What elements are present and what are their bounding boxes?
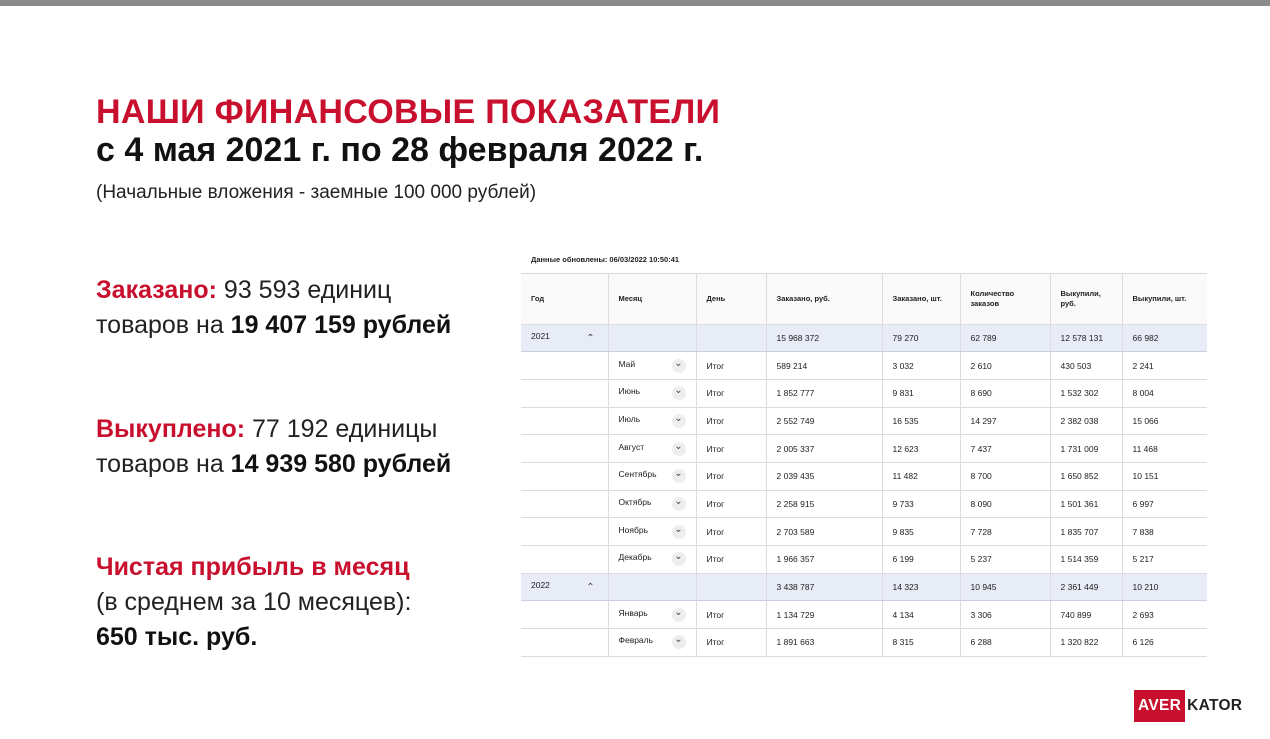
cell-buy-pcs [1122,435,1207,463]
cell-text: 9 831 [892,388,914,399]
month-row [521,407,1207,435]
cell-text: 2 361 449 [1060,582,1099,593]
month-row [521,352,1207,380]
month-row [521,490,1207,518]
cell-text: Итог [706,554,725,565]
cell-text: 1 731 009 [1060,443,1099,454]
column-header-year[interactable]: Год [521,274,608,324]
cell-month [608,352,696,380]
cell-year [521,462,608,490]
cell-day [696,407,766,435]
cell-text: 10 945 [970,582,997,593]
cell-month [608,462,696,490]
expand-chevron-icon[interactable] [672,386,686,400]
cell-day [696,324,766,352]
cell-month [608,490,696,518]
cell-text: 6 288 [970,637,992,648]
cell-text: 7 838 [1132,526,1154,537]
cell-orders [960,407,1050,435]
cell-buy-pcs [1122,352,1207,380]
cell-text: 2 039 435 [776,471,815,482]
cell-buy-pcs [1122,546,1207,574]
column-header-bought-pcs[interactable]: Выкупили, шт. [1122,274,1207,324]
cell-text: Итог [706,360,725,371]
cell-text: 1 650 852 [1060,471,1099,482]
cell-text: 1 514 359 [1060,554,1099,565]
expand-chevron-icon[interactable] [672,525,686,539]
cell-buy-rub [1050,407,1122,435]
cell-buy-rub [1050,324,1122,352]
profit-label: Чистая прибыль в месяц [96,553,410,581]
cell-buy-pcs [1122,407,1207,435]
profit-value: 650 тыс. руб. [96,623,258,651]
cell-text: 8 315 [892,637,914,648]
cell-orders [960,352,1050,380]
cell-month [608,601,696,629]
cell-text: Январь [618,607,648,618]
month-row [521,546,1207,574]
year-row [521,324,1207,352]
cell-text: 1 134 729 [776,609,815,620]
expand-chevron-icon[interactable] [672,414,686,428]
cell-text: 7 437 [970,443,992,454]
cell-text: 5 217 [1132,554,1154,565]
cell-month [608,379,696,407]
cell-year [521,324,608,352]
cell-text: 1 891 663 [776,637,815,648]
column-header-day[interactable]: День [696,274,766,324]
sales-table [521,274,1207,657]
expand-chevron-icon[interactable] [672,635,686,649]
cell-month [608,435,696,463]
expand-chevron-icon[interactable] [672,552,686,566]
data-updated-label: Данные обновлены: 06/03/2022 10:50:41 [531,255,680,264]
cell-orders [960,546,1050,574]
cell-orders [960,324,1050,352]
cell-text: Август [618,441,645,452]
cell-day [696,601,766,629]
table-header-row [521,274,1207,324]
cell-text: 589 214 [776,360,808,371]
cell-buy-rub [1050,601,1122,629]
cell-text: 2 693 [1132,609,1154,620]
expand-chevron-icon[interactable] [672,442,686,456]
cell-text: 16 535 [892,415,919,426]
cell-text: Июнь [618,386,641,397]
cell-text: 10 151 [1132,471,1159,482]
cell-text: 79 270 [892,332,919,343]
cell-orders [960,490,1050,518]
cell-buy-rub [1050,352,1122,380]
cell-ord-rub [766,379,882,407]
cell-month [608,546,696,574]
logo-text: KATOR [1187,697,1243,714]
logo-boxed-text: AVER [1134,690,1185,722]
cell-ord-pcs [882,435,960,463]
cell-buy-pcs [1122,379,1207,407]
column-header-orders-count[interactable]: Количество заказов [960,274,1050,324]
averkator-logo [1134,690,1242,722]
cell-ord-pcs [882,407,960,435]
expand-chevron-icon[interactable] [672,497,686,511]
cell-text: 2 382 038 [1060,415,1099,426]
cell-text: 430 503 [1060,360,1092,371]
cell-buy-pcs [1122,324,1207,352]
cell-text: 7 728 [970,526,992,537]
cell-buy-pcs [1122,573,1207,601]
cell-text: 12 623 [892,443,919,454]
cell-text: 8 090 [970,498,992,509]
page-title: НАШИ ФИНАНСОВЫЕ ПОКАЗАТЕЛИ [96,93,721,131]
cell-text: Сентябрь [618,469,657,480]
cell-buy-pcs [1122,629,1207,657]
cell-text: 2 703 589 [776,526,815,537]
cell-text: 14 323 [892,582,919,593]
expand-chevron-icon[interactable] [672,608,686,622]
sales-table-panel [521,243,1207,657]
cell-year [521,490,608,518]
month-row [521,518,1207,546]
cell-text: 15 968 372 [776,332,820,343]
cell-text: 4 134 [892,609,914,620]
cell-text: 8 690 [970,388,992,399]
cell-month [608,518,696,546]
cell-ord-rub [766,407,882,435]
cell-text: Итог [706,443,725,454]
cell-buy-pcs [1122,462,1207,490]
cell-text: 62 789 [970,332,997,343]
profit-note: (в среднем за 10 месяцев): [96,588,412,616]
month-row [521,629,1207,657]
cell-ord-rub [766,629,882,657]
cell-text: 6 997 [1132,498,1154,509]
cell-text: 1 532 302 [1060,388,1099,399]
cell-day [696,462,766,490]
cell-text: Итог [706,526,725,537]
cell-ord-pcs [882,518,960,546]
cell-text: Май [618,358,636,369]
cell-ord-pcs [882,601,960,629]
cell-text: Декабрь [618,552,652,563]
cell-text: 2021 [531,330,550,341]
cell-day [696,490,766,518]
bought-stat [96,412,451,482]
cell-buy-rub [1050,435,1122,463]
cell-ord-pcs [882,379,960,407]
cell-ord-pcs [882,324,960,352]
cell-text: 2022 [531,580,550,591]
cell-text: 6 199 [892,554,914,565]
cell-ord-rub [766,518,882,546]
cell-ord-rub [766,324,882,352]
cell-buy-pcs [1122,490,1207,518]
month-row [521,462,1207,490]
cell-year [521,518,608,546]
cell-orders [960,573,1050,601]
ordered-prefix: товаров на [96,311,231,339]
column-header-bought-rub[interactable]: Выкупили, руб. [1050,274,1122,324]
cell-text: 15 066 [1132,415,1159,426]
cell-text: 11 468 [1132,443,1158,454]
cell-text: Итог [706,498,725,509]
cell-orders [960,518,1050,546]
cell-text: 2 552 749 [776,415,815,426]
expand-chevron-icon[interactable] [672,469,686,483]
cell-ord-rub [766,352,882,380]
column-header-ordered-rub[interactable]: Заказано, руб. [766,274,882,324]
cell-ord-pcs [882,573,960,601]
cell-ord-rub [766,490,882,518]
year-row [521,573,1207,601]
cell-month [608,629,696,657]
cell-ord-pcs [882,462,960,490]
cell-day [696,573,766,601]
cell-ord-pcs [882,490,960,518]
ordered-amount: 19 407 159 рублей [230,311,452,339]
cell-month [608,324,696,352]
cell-text: 1 320 822 [1060,637,1099,648]
cell-ord-pcs [882,352,960,380]
cell-text: Итог [706,609,725,620]
cell-text: 3 032 [892,360,914,371]
cell-year [521,352,608,380]
cell-text: Октябрь [618,496,652,507]
cell-buy-rub [1050,629,1122,657]
month-row [521,601,1207,629]
cell-text: Итог [706,471,725,482]
cell-ord-rub [766,573,882,601]
cell-text: Февраль [618,635,654,646]
cell-year [521,546,608,574]
cell-text: 9 733 [892,498,914,509]
cell-text: 14 297 [970,415,997,426]
profit-stat [96,550,411,655]
cell-text: 1 501 361 [1060,498,1099,509]
cell-text: 8 700 [970,471,992,482]
cell-orders [960,379,1050,407]
collapse-chevron-icon[interactable] [584,580,598,594]
column-header-ordered-pcs[interactable]: Заказано, шт. [882,274,960,324]
cell-buy-rub [1050,379,1122,407]
cell-orders [960,601,1050,629]
ordered-units: 93 593 единиц [216,276,392,304]
cell-day [696,629,766,657]
cell-text: 3 438 787 [776,582,815,593]
cell-year [521,379,608,407]
cell-text: 1 835 707 [1060,526,1099,537]
cell-year [521,435,608,463]
cell-text: 11 482 [892,471,918,482]
cell-day [696,352,766,380]
column-header-month[interactable]: Месяц [608,274,696,324]
collapse-chevron-icon[interactable] [584,331,598,345]
cell-day [696,379,766,407]
cell-day [696,435,766,463]
cell-orders [960,629,1050,657]
month-row [521,379,1207,407]
page-title-period: с 4 мая 2021 г. по 28 февраля 2022 г. [96,131,704,169]
cell-month [608,573,696,601]
cell-ord-rub [766,462,882,490]
cell-text: 2 005 337 [776,443,815,454]
ordered-stat [96,273,451,343]
top-border [0,0,1270,6]
cell-orders [960,435,1050,463]
cell-buy-rub [1050,490,1122,518]
cell-text: Итог [706,637,725,648]
cell-ord-rub [766,601,882,629]
cell-buy-rub [1050,518,1122,546]
cell-day [696,546,766,574]
cell-text: 740 899 [1060,609,1092,620]
cell-text: Итог [706,388,725,399]
cell-ord-pcs [882,629,960,657]
cell-month [608,407,696,435]
cell-year [521,629,608,657]
cell-text: Итог [706,415,725,426]
cell-text: 66 982 [1132,332,1159,343]
cell-text: 6 126 [1132,637,1154,648]
bought-units: 77 192 единицы [245,415,438,443]
cell-ord-pcs [882,546,960,574]
cell-buy-rub [1050,546,1122,574]
cell-text: 5 237 [970,554,992,565]
cell-text: Ноябрь [618,524,648,535]
bought-label: Выкуплено: [96,415,246,443]
cell-buy-rub [1050,573,1122,601]
cell-text: 3 306 [970,609,992,620]
cell-buy-rub [1050,462,1122,490]
cell-ord-rub [766,546,882,574]
cell-text: 12 578 131 [1060,332,1104,343]
cell-text: 2 258 915 [776,498,815,509]
bought-amount: 14 939 580 рублей [230,450,452,478]
cell-text: 9 835 [892,526,914,537]
cell-day [696,518,766,546]
cell-text: 2 610 [970,360,992,371]
cell-text: Июль [618,413,641,424]
cell-buy-pcs [1122,601,1207,629]
cell-text: 10 210 [1132,582,1159,593]
month-row [521,435,1207,463]
cell-orders [960,462,1050,490]
cell-text: 1 852 777 [776,388,815,399]
cell-ord-rub [766,435,882,463]
cell-year [521,407,608,435]
expand-chevron-icon[interactable] [672,359,686,373]
cell-year [521,601,608,629]
cell-text: 2 241 [1132,360,1154,371]
bought-prefix: товаров на [96,450,231,478]
ordered-label: Заказано: [96,276,217,304]
cell-text: 8 004 [1132,388,1154,399]
cell-buy-pcs [1122,518,1207,546]
cell-text: 1 966 357 [776,554,815,565]
cell-year [521,573,608,601]
page-subtitle: (Начальные вложения - заемные 100 000 рублей) [96,182,537,203]
